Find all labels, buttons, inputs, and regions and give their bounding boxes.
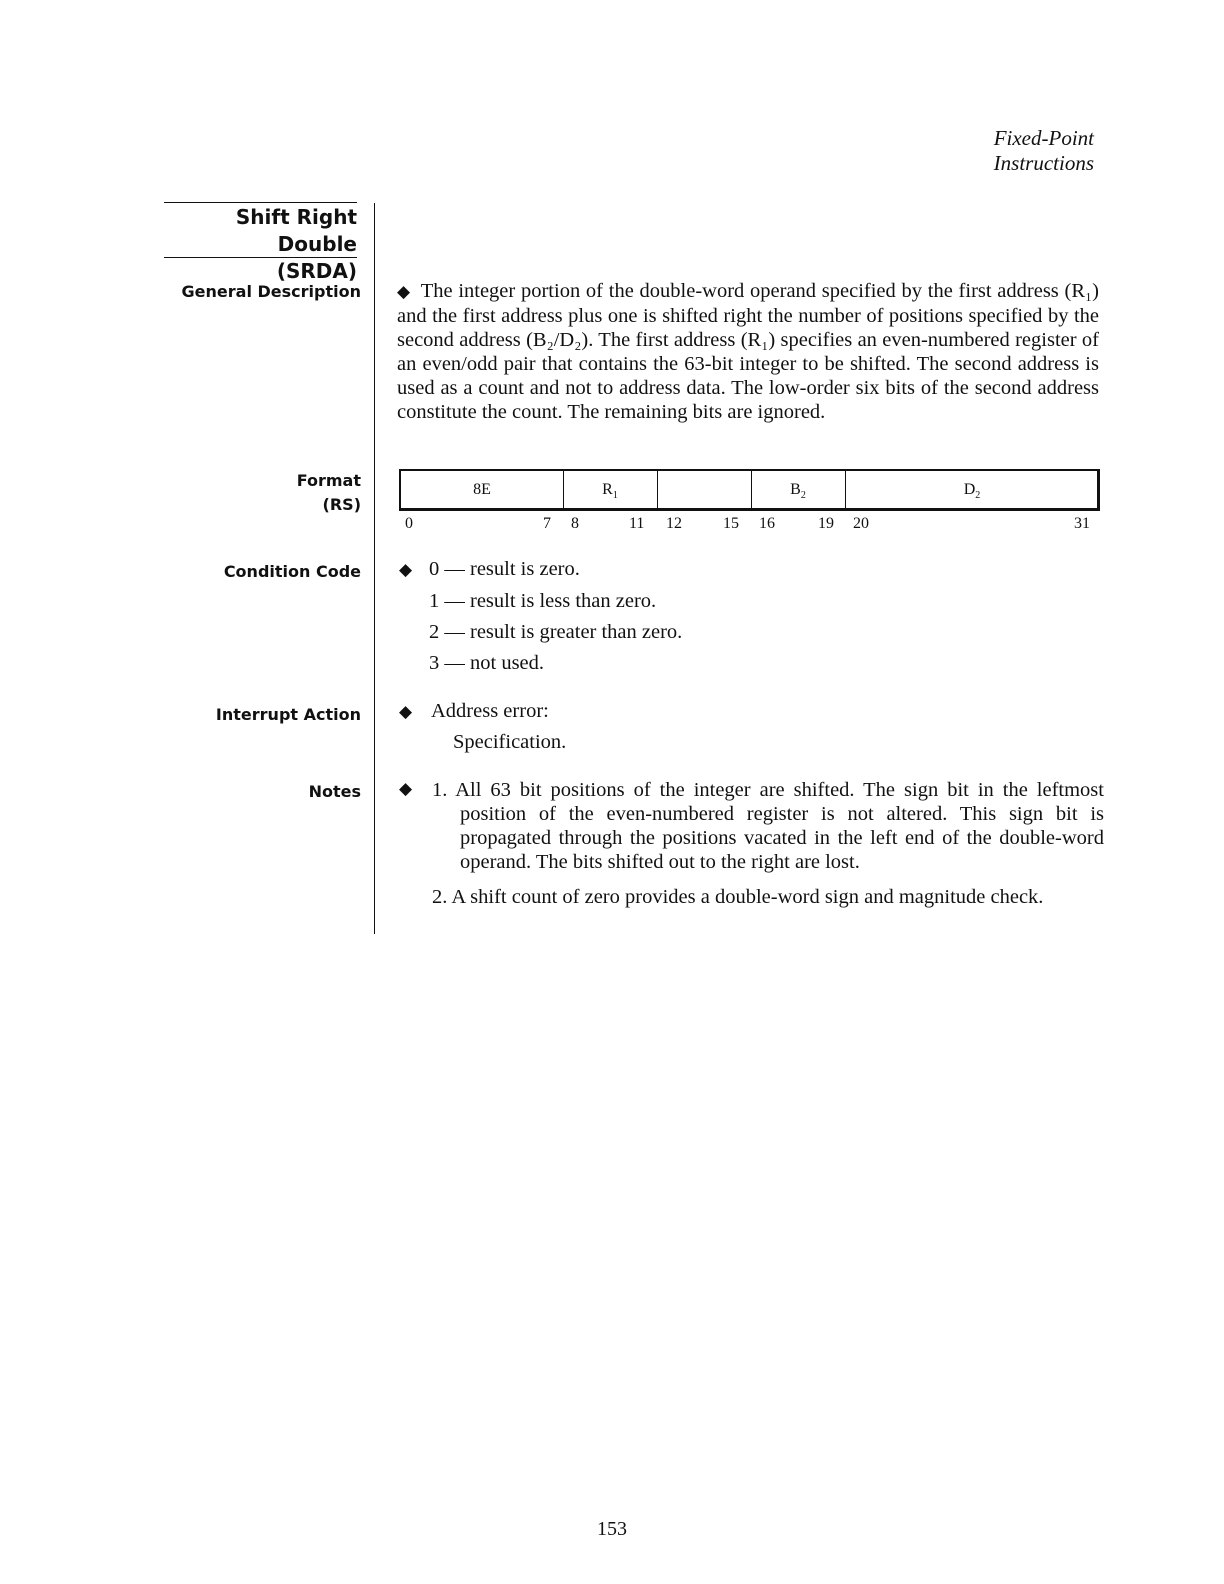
bullet-diamond-icon: ◆ <box>397 282 411 302</box>
format-label-line-2: (RS) <box>322 495 361 514</box>
format-field-opcode: 8E <box>473 481 491 498</box>
bullet-diamond-icon: ◆ <box>399 702 413 722</box>
instruction-title <box>160 204 357 285</box>
bit-number: 0 <box>405 515 413 532</box>
bit-number: 20 <box>853 515 869 532</box>
bullet-diamond-icon: ◆ <box>399 560 413 580</box>
bit-number: 12 <box>666 515 682 532</box>
bit-number: 31 <box>1074 515 1090 532</box>
format-divider <box>657 471 658 508</box>
bit-number: 19 <box>818 515 834 532</box>
margin-vertical-rule <box>374 203 375 934</box>
header-line-1: Fixed-Point <box>993 126 1094 150</box>
format-field-b2: $B_2$ <box>790 481 806 502</box>
running-header <box>994 126 1094 176</box>
condition-code-item: 2 — result is greater than zero. <box>429 621 683 643</box>
bit-number: 15 <box>723 515 739 532</box>
note-item: 2. A shift count of zero provides a double-word sign and magnitude check. <box>432 886 1044 908</box>
condition-code-item: 0 — result is zero. <box>429 558 580 580</box>
bit-number: 8 <box>571 515 579 532</box>
title-top-rule <box>164 202 357 203</box>
condition-code-label: Condition Code <box>223 562 361 581</box>
general-description-text <box>397 279 1099 424</box>
header-line-2: Instructions <box>993 151 1094 175</box>
title-line-1: Shift Right Double <box>235 205 357 256</box>
instruction-format-diagram <box>399 469 1100 511</box>
interrupt-action-label: Interrupt Action <box>215 705 361 724</box>
interrupt-action-line-2: Specification. <box>453 731 567 753</box>
bullet-diamond-icon: ◆ <box>399 779 413 799</box>
format-field-d2: $D_2$ <box>963 481 981 502</box>
format-label-line-1: Format <box>296 471 361 490</box>
bit-number: 11 <box>629 515 645 532</box>
page-number: 153 <box>597 1518 627 1540</box>
condition-code-item: 1 — result is less than zero. <box>429 590 657 612</box>
general-description-body: The integer portion of the double-word operand specified by the first address (R₁) and the first address plus one is shifted right the number of positions specified by the second address (B₂/D₂). The first address (R₁) specifies an even-numbered register of an even/odd pair that contains the 63-bit integer to be shifted. The second address is used as a count and not to address data. The low-order six bits of the second address constitute the count. The remaining bits are ignored. <box>397 280 1100 423</box>
title-bottom-rule <box>164 257 357 258</box>
format-label <box>160 469 361 517</box>
bit-number: 7 <box>543 515 551 532</box>
bit-number: 16 <box>759 515 775 532</box>
interrupt-action-line-1: Address error: <box>431 700 549 722</box>
title-line-2: (SRDA) <box>276 259 357 283</box>
condition-code-item: 3 — not used. <box>429 652 545 674</box>
general-description-label: General Description <box>181 282 361 301</box>
notes-label: Notes <box>308 782 361 801</box>
note-item: 1. All 63 bit positions of the integer are shifted. The sign bit in the leftmost position of the even-numbered register is not altered. This sign bit is propagated through the positions vacated in the left end of the double-word operand. The bits shifted out to the right are lost. <box>432 779 1104 873</box>
format-field-r1: $R_1$ <box>602 481 618 502</box>
